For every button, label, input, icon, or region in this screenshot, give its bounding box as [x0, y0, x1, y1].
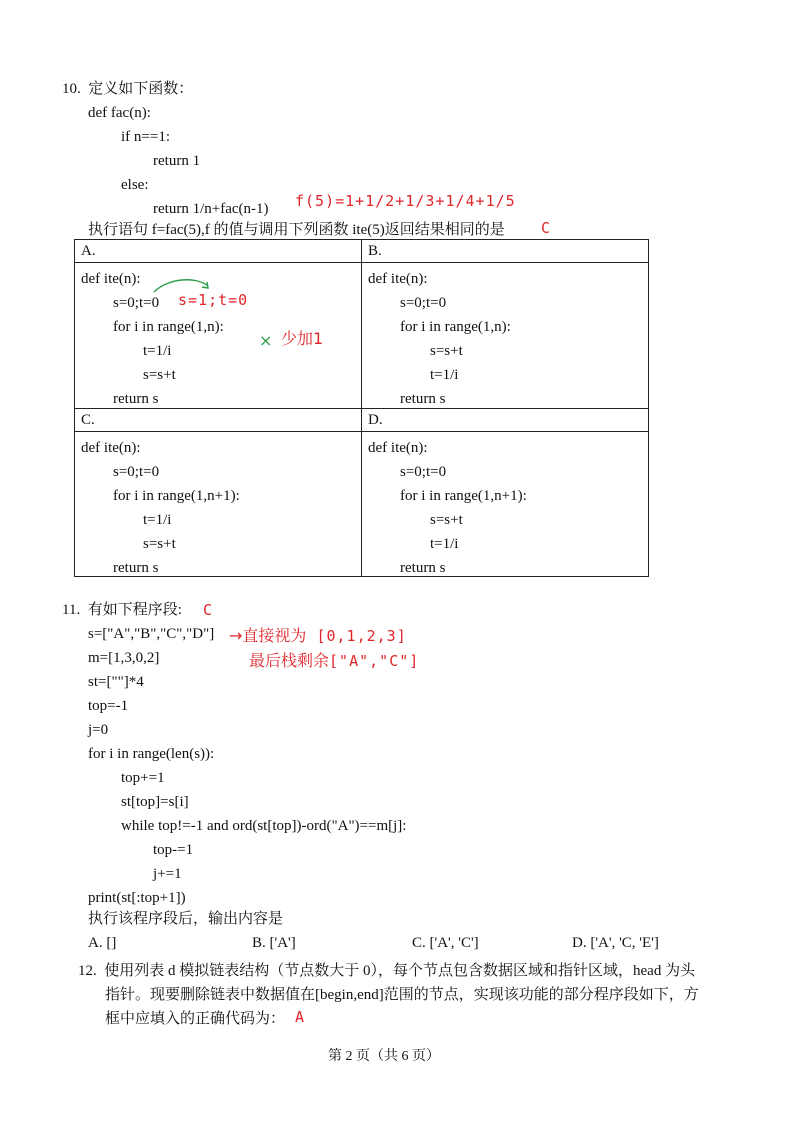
annotation-a-note: 少加1 — [281, 329, 324, 348]
q10-code-line: if n==1: — [121, 129, 170, 145]
page-footer: 第 2 页（共 6 页） — [328, 1049, 440, 1064]
note-2-code: ["A","C"] — [329, 652, 420, 670]
option-d-label: D. — [362, 408, 649, 431]
code-line: s=0;t=0 — [400, 295, 447, 311]
code-line: for i in range(1,n+1): — [113, 487, 240, 504]
code-line: def ite(n): — [368, 271, 428, 287]
q10-code-line: return 1/n+fac(n-1) — [153, 201, 269, 217]
q11-code-line: m=[1,3,0,2] — [88, 650, 160, 666]
q12-answer: A — [295, 1008, 306, 1026]
note-2-text: 最后栈剩余 — [249, 651, 330, 670]
q10-prompt: 执行语句 f=fac(5),f 的值与调用下列函数 ite(5)返回结果相同的是 — [88, 222, 505, 238]
code-line: s=s+t — [143, 535, 176, 552]
code-line: s=s+t — [143, 367, 176, 383]
q10-code-line: def fac(n): — [88, 105, 151, 121]
q12-line-2: 指针。现要删除链表中数据值在[begin,end]范围的节点，实现该功能的部分程序段如下，方 — [105, 987, 699, 1003]
option-c-label: C. — [75, 408, 362, 431]
code-line: s=s+t — [430, 511, 463, 528]
option-b-label: B. — [362, 240, 649, 263]
code-line: t=1/i — [430, 535, 459, 552]
code-line: s=s+t — [430, 343, 463, 359]
option-d-code — [362, 431, 649, 577]
code-line: return s — [113, 559, 159, 576]
q11-code-line: top-=1 — [153, 842, 194, 858]
q11-code-line: while top!=-1 and ord(st[top])-ord("A")==m[j]: — [121, 818, 407, 834]
q11-code-line: top=-1 — [88, 698, 129, 714]
code-line: def ite(n): — [368, 439, 428, 456]
q11-code-line: j+=1 — [153, 866, 182, 882]
q11-code-line: j=0 — [88, 722, 109, 738]
code-line: t=1/i — [143, 343, 172, 359]
annotation-note-2 — [249, 652, 419, 671]
option-c-code — [75, 431, 362, 577]
note-1-text: →直接视为 — [229, 626, 307, 645]
code-line: for i in range(1,n): — [400, 319, 511, 335]
q11-choice-c: C. ['A', 'C'] — [412, 935, 479, 951]
code-line: t=1/i — [430, 367, 459, 383]
option-b-code — [362, 263, 649, 409]
code-line: return s — [113, 391, 159, 407]
annotation-a-init: s=1;t=0 — [178, 291, 249, 309]
q11-choice-a: A. [] — [88, 935, 117, 951]
cross-mark-icon: × — [259, 331, 273, 350]
code-line: s=0;t=0 — [400, 463, 447, 480]
q11-code-line: for i in range(len(s)): — [88, 746, 215, 762]
q11-choice-d: D. ['A', 'C, 'E'] — [572, 935, 659, 951]
q10-answer: C — [541, 219, 552, 237]
note-1-code: [0,1,2,3] — [306, 627, 407, 645]
code-line: def ite(n): — [81, 439, 141, 456]
q11-code-line: st[top]=s[i] — [121, 794, 189, 810]
q11-stem: 11. 有如下程序段: — [62, 602, 182, 618]
q10-stem: 10. 定义如下函数： — [62, 81, 194, 97]
q10-code-line: else: — [121, 177, 149, 193]
q11-prompt: 执行该程序段后，输出内容是 — [88, 911, 284, 927]
q12-line-3: 框中应填入的正确代码为： — [105, 1011, 286, 1027]
code-line: t=1/i — [143, 511, 172, 528]
q10-code-line: return 1 — [153, 153, 201, 169]
code-line: def ite(n): — [81, 271, 141, 287]
code-line: for i in range(1,n+1): — [400, 487, 527, 504]
q11-answer: C — [203, 601, 214, 619]
q12-line-1: 12. 使用列表 d 模拟链表结构（节点数大于 0），每个节点包含数据区域和指针区域，head 为头 — [78, 963, 696, 979]
code-line: s=0;t=0 — [113, 295, 160, 311]
code-line: s=0;t=0 — [113, 463, 160, 480]
code-line: for i in range(1,n): — [113, 319, 224, 335]
q11-code-line: s=["A","B","C","D"] — [88, 626, 215, 642]
annotation-f5: f(5)=1+1/2+1/3+1/4+1/5 — [295, 192, 516, 210]
q11-code-line: st=[""]*4 — [88, 674, 144, 690]
q11-code-line: print(st[:top+1]) — [88, 890, 186, 906]
q11-code-line: top+=1 — [121, 770, 165, 786]
code-line: return s — [400, 559, 446, 576]
code-line: return s — [400, 391, 446, 407]
annotation-note-1 — [229, 627, 407, 646]
q11-choice-b: B. ['A'] — [252, 935, 296, 951]
option-a-label: A. — [75, 240, 362, 263]
